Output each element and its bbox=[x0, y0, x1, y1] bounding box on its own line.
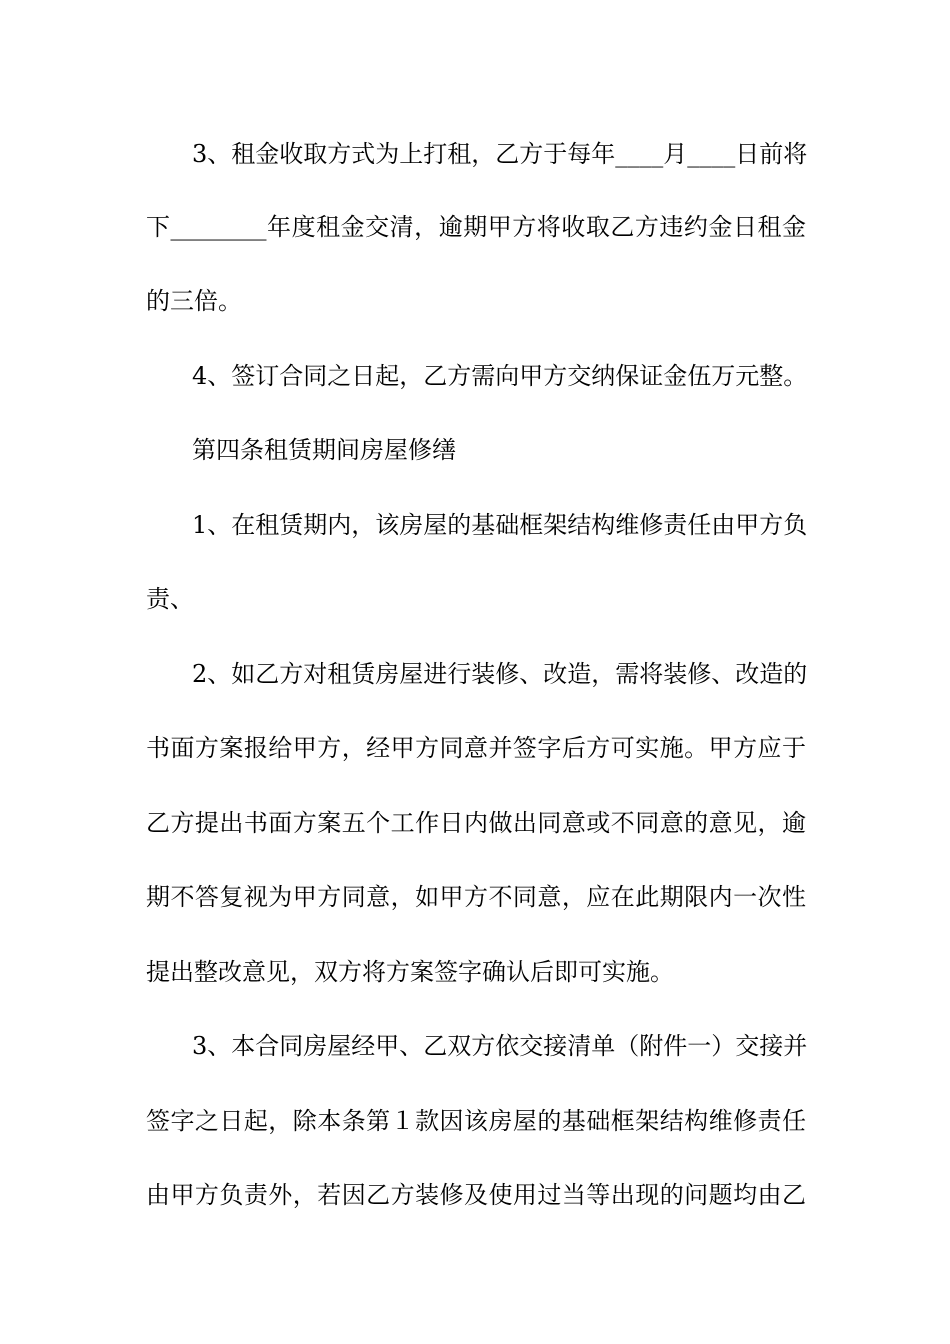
paragraph-line: 下________年度租金交清，逾期甲方将收取乙方违约金日租金 bbox=[146, 213, 806, 241]
paragraph-line: 4、签订合同之日起，乙方需向甲方交纳保证金伍万元整。 bbox=[192, 362, 808, 390]
paragraph-line: 书面方案报给甲方，经甲方同意并签字后方可实施。甲方应于 bbox=[146, 734, 806, 762]
paragraph-line: 1、在租赁期内，该房屋的基础框架结构维修责任由甲方负 bbox=[192, 511, 808, 539]
paragraph-line: 签字之日起，除本条第１款因该房屋的基础框架结构维修责任 bbox=[146, 1107, 806, 1135]
paragraph-line: 由甲方负责外，若因乙方装修及使用过当等出现的问题均由乙 bbox=[146, 1181, 806, 1209]
paragraph-line: 责、 bbox=[146, 585, 194, 613]
paragraph-line: 3、租金收取方式为上打租，乙方于每年____月____日前将 bbox=[192, 140, 808, 168]
paragraph-line: 3、本合同房屋经甲、乙双方依交接清单（附件一）交接并 bbox=[192, 1032, 808, 1060]
paragraph-line: 期不答复视为甲方同意，如甲方不同意，应在此期限内一次性 bbox=[146, 883, 806, 911]
section-heading: 第四条租赁期间房屋修缮 bbox=[192, 436, 456, 464]
paragraph-line: 2、如乙方对租赁房屋进行装修、改造，需将装修、改造的 bbox=[192, 660, 808, 688]
paragraph-line: 提出整改意见，双方将方案签字确认后即可实施。 bbox=[146, 958, 674, 986]
paragraph-line: 乙方提出书面方案五个工作日内做出同意或不同意的意见，逾 bbox=[146, 809, 806, 837]
paragraph-line: 的三倍。 bbox=[146, 287, 242, 315]
